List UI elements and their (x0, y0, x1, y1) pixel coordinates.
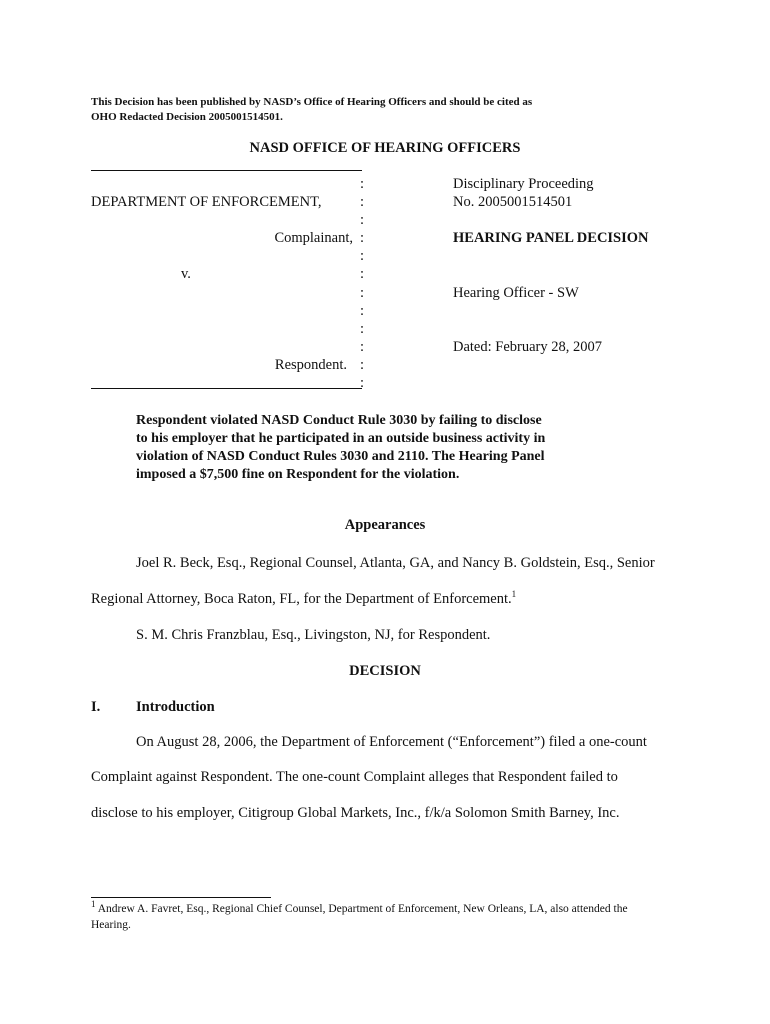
section-number: I. (91, 699, 101, 715)
summary-line: violation of NASD Conduct Rules 3030 and 2110. The Hearing Panel (136, 449, 545, 464)
respondent-counsel-line: S. M. Chris Franzblau, Esq., Livingston, NJ, for Respondent. (136, 627, 491, 643)
enforcement-counsel-line-2 (91, 591, 516, 608)
caption-colon: : (360, 248, 365, 264)
enforcement-counsel-line-1: Joel R. Beck, Esq., Regional Counsel, Atlanta, GA, and Nancy B. Goldstein, Esq., Senior (136, 555, 655, 571)
caption-colon: : (360, 230, 365, 246)
caption-colon: : (360, 303, 365, 319)
office-title: NASD OFFICE OF HEARING OFFICERS (249, 140, 521, 156)
proceeding-number: No. 2005001514501 (453, 194, 573, 210)
caption-colon: : (360, 375, 365, 391)
caption-colon: : (360, 339, 365, 355)
section-title: Introduction (136, 699, 215, 715)
proceeding-type: Disciplinary Proceeding (453, 176, 594, 192)
decision-heading: DECISION (349, 663, 421, 679)
caption-colon: : (360, 194, 365, 210)
versus: v. (181, 266, 191, 282)
footnote-reference: 1 (511, 589, 517, 600)
caption-bottom-rule (91, 388, 362, 389)
caption-colon: : (360, 176, 365, 192)
summary-line: to his employer that he participated in an outside business activity in (136, 431, 546, 446)
caption-colon: : (360, 212, 365, 228)
caption-colon: : (360, 357, 365, 373)
appearances-heading: Appearances (344, 517, 426, 533)
decision-summary (136, 412, 606, 484)
summary-line: imposed a $7,500 fine on Respondent for the violation. (136, 467, 460, 482)
complainant-role: Complainant, (274, 230, 353, 246)
publication-notice-line-2: OHO Redacted Decision 2005001514501. (91, 111, 283, 123)
footnote-line-1 (91, 899, 628, 915)
summary-line: Respondent violated NASD Conduct Rule 3030 by failing to disclose (136, 413, 542, 428)
caption-colon: : (360, 285, 365, 301)
footnote-separator (91, 897, 271, 898)
body-line: disclose to his employer, Citigroup Global Markets, Inc., f/k/a Solomon Smith Barney, Inc. (91, 805, 620, 821)
complainant-name: DEPARTMENT OF ENFORCEMENT, (91, 194, 322, 210)
enforcement-counsel-text: Regional Attorney, Boca Raton, FL, for the Department of Enforcement. (91, 591, 512, 607)
caption-colon: : (360, 321, 365, 337)
decision-title: HEARING PANEL DECISION (453, 230, 649, 246)
footnote-marker: 1 (91, 899, 96, 910)
caption-top-rule (91, 170, 362, 171)
footnote-line-2: Hearing. (91, 919, 131, 931)
hearing-officer: Hearing Officer - SW (453, 285, 579, 301)
decision-date: Dated: February 28, 2007 (453, 339, 602, 355)
publication-notice-line-1: This Decision has been published by NASD’s Office of Hearing Officers and should be cited as (91, 96, 533, 108)
body-line: Complaint against Respondent. The one-count Complaint alleges that Respondent failed to (91, 769, 618, 785)
body-line: On August 28, 2006, the Department of Enforcement (“Enforcement”) filed a one-count (136, 734, 647, 750)
caption-colon: : (360, 266, 365, 282)
footnote-text: Andrew A. Favret, Esq., Regional Chief Counsel, Department of Enforcement, New Orleans, LA, also attended the (97, 903, 628, 915)
respondent-role: Respondent. (274, 357, 347, 373)
